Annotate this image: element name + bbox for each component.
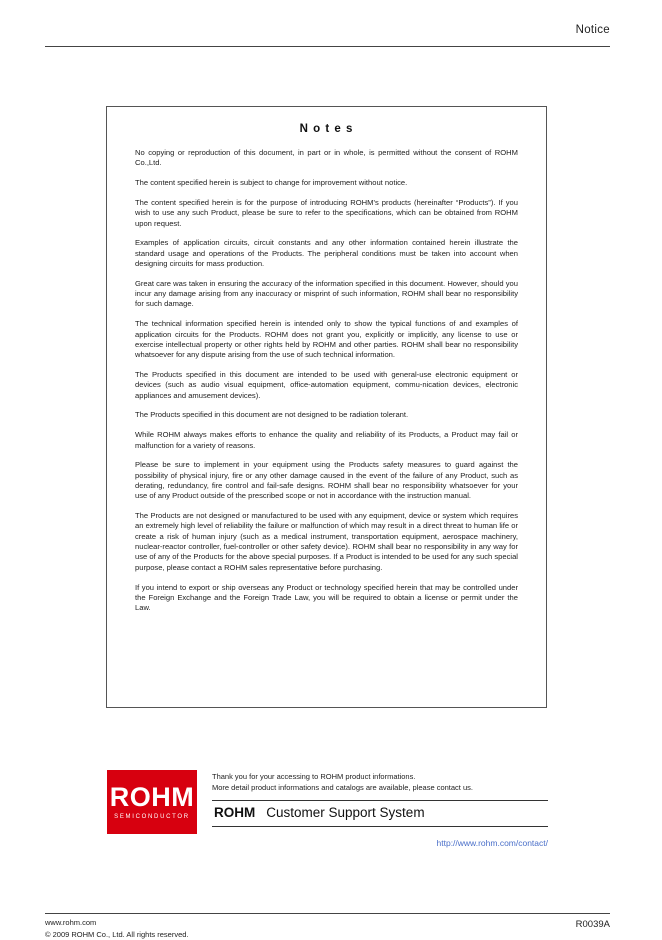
notes-paragraph: The Products specified in this document are intended to be used with general-use electronic equipment or devices (such as audio visual equipment, office-automation equipment, commu-nication devices, electronic appliances and amusement devices). [135,370,518,400]
notes-paragraph: The content specified herein is subject to change for improvement without notice. [135,178,408,188]
notes-paragraph: While ROHM always makes efforts to enhance the quality and reliability of its Products, a Product may fail or malfunction for a variety of reasons. [135,430,518,450]
support-title-rest: Customer Support System [266,804,425,820]
notes-paragraph: The content specified herein is for the purpose of introducing ROHM’s products (hereinafter “Products”). If you wish to use any such Product, please be sure to refer to the specifications, which can be obtained from ROHM upon request. [135,197,518,228]
notes-paragraph: If you intend to export or ship overseas any Product or technology specified herein that may be controlled under the Foreign Exchange and the Foreign Trade Law, you will be required to obtain a license or permit under the Law. [135,582,518,613]
page-title: Notice [575,24,610,36]
support-thanks-line1: Thank you for your accessing to ROHM product informations. [212,772,416,781]
document-code: R0039A [575,919,610,930]
footer-divider [45,913,610,914]
support-system-title [214,805,546,820]
contact-url-link[interactable]: http://www.rohm.com/contact/ [436,837,548,848]
rohm-logo-subtext: SEMICONDUCTOR [114,814,190,820]
support-title-box [212,800,548,827]
notes-paragraph: Great care was taken in ensuring the accuracy of the information specified in this document. However, should you incur any damage arising from any inaccuracy or misprint of such information, ROHM shall bear no responsibility for such damage. [135,278,518,309]
notes-paragraph: Examples of application circuits, circuit constants and any other information contained herein illustrate the standard usage and operations of the Products. The peripheral conditions must be taken into account when designing circuits for mass production. [135,238,518,268]
footer-website: www.rohm.com [45,918,97,927]
notes-paragraph: The Products are not designed or manufactured to be used with any equipment, device or system which requires an extremely high level of reliability the failure or malfunction of which may result in a direct threat to human life or create a risk of human injury (such as a medical instrument, transportation equipment, aerospace machinery, nuclear-reactor controller, fuel-controller or other safety device). ROHM shall bear no responsibility in any way for use of any of the Products for the above special purposes. If a Product is intended to be used for any such special purpose, please contact a ROHM sales representative before purchasing. [135,511,518,572]
customer-support-section [212,771,548,851]
notes-box [106,106,547,708]
notes-paragraph: No copying or reproduction of this document, in part or in whole, is permitted without the consent of ROHM Co.,Ltd. [135,148,518,168]
rohm-logo-wordmark: ROHM [109,782,195,812]
notes-paragraph: Please be sure to implement in your equipment using the Products safety measures to guard against the possibility of physical injury, fire or any other damage caused in the event of the failure of any Product, such as derating, redundancy, fire control and fail-safe designs. ROHM shall bear no responsibility whatsoever for your use of any Product outside of the prescribed scope or not in accordance with the instruction manual. [135,460,518,501]
footer-left [45,917,189,940]
rohm-logo [107,770,197,834]
notes-title: N o t e s [299,123,354,135]
header-divider [45,46,610,47]
footer-copyright: © 2009 ROHM Co., Ltd. All rights reserved. [45,929,189,939]
notes-paragraph: The technical information specified herein is intended only to show the typical functions of and examples of application circuits for the Products. ROHM does not grant you, explicitly or implicitly, any license to use or exercise intellectual property or other rights held by ROHM and other parties. ROHM shall bear no responsibility whatsoever for any dispute arising from the use of such technical information. [135,319,518,360]
support-title-brand: ROHM [214,804,256,820]
notes-paragraph: The Products specified in this document are not designed to be radiation tolerant. [135,410,409,420]
contact-url-row [212,833,548,851]
support-thanks-line2: More detail product informations and catalogs are available, please contact us. [212,783,473,793]
